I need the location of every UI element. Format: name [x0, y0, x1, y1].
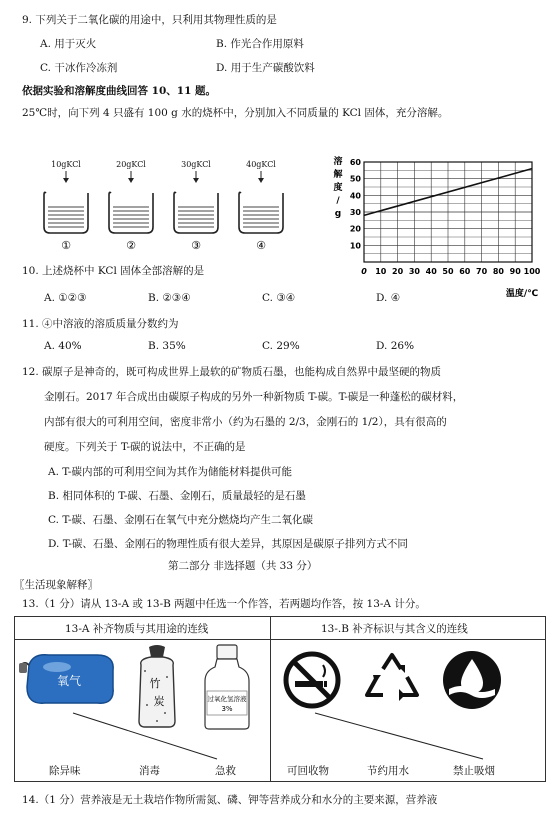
q12-option-a: A. T-碳内部的可利用空间为其作为储能材料提供可能	[48, 466, 292, 478]
y-axis-label-char: 度	[333, 183, 343, 193]
q12-option-b: B. 相同体积的 T-碳、石墨、金刚石，质量最轻的是石墨	[48, 490, 306, 502]
q11-option-a: A. 40%	[44, 340, 82, 352]
beaker-label: 40gKCl	[246, 160, 276, 169]
beaker-num: ④	[256, 239, 266, 251]
x-tick-label: 90	[509, 267, 521, 276]
y-tick-label: 10	[349, 241, 361, 251]
beaker-icon	[231, 169, 291, 251]
q13a-title: 13-A 补齐物质与其用途的连线	[65, 623, 209, 635]
beaker-label: 30gKCl	[181, 160, 211, 169]
q13b-title: 13-.B 补齐标识与其含义的连线	[321, 623, 468, 635]
q11-option-b: B. 35%	[148, 340, 186, 352]
y-axis-label-char: 解	[333, 170, 343, 180]
q10-stem: 10. 上述烧杯中 KCl 固体全部溶解的是	[22, 265, 205, 277]
beaker-2	[101, 160, 161, 254]
q9-option-a: A. 用于灭火	[40, 38, 97, 50]
q9-option-b: B. 作光合作用原料	[216, 38, 304, 50]
line-nosmoking-to-meaning	[315, 713, 483, 759]
beaker-num: ②	[126, 239, 136, 251]
line-bag-to-first-aid	[73, 713, 217, 759]
charcoal-text-2: 炭	[153, 695, 165, 708]
x-tick-label: 100	[523, 267, 541, 276]
beaker-icon	[166, 169, 226, 251]
meaning-item-3: 禁止吸烟	[453, 765, 495, 777]
x-tick-label: 30	[408, 267, 420, 276]
bottle-label-2: 3%	[221, 705, 233, 713]
y-tick-label: 30	[349, 208, 361, 217]
x-axis-label: 温度/℃	[505, 289, 539, 299]
x-tick-label: 20	[392, 267, 404, 276]
q10-option-c: C. ③④	[262, 292, 296, 304]
q12-line-1: 12. 碳原子是神奇的，既可构成世界上最软的矿物质石墨，也能构成自然界中最坚硬的物质	[22, 366, 442, 378]
q10-option-b: B. ②③④	[148, 292, 191, 304]
y-tick-label: 20	[349, 224, 361, 234]
use-item-3: 急救	[215, 765, 236, 777]
x-tick-label: 40	[425, 267, 437, 276]
beaker-label: 10gKCl	[51, 160, 81, 169]
solubility-chart	[330, 150, 550, 305]
y-axis-label-char: /	[336, 196, 340, 206]
beaker-3	[166, 160, 226, 254]
q10-option-a: A. ①②③	[44, 292, 87, 304]
connection-lines	[15, 617, 545, 781]
y-tick-label: 40	[349, 191, 361, 201]
beaker-num: ①	[61, 239, 71, 251]
q9-option-d: D. 用于生产碳酸饮料	[216, 62, 315, 74]
life-heading: 〖生活现象解释〗	[14, 579, 98, 591]
x-tick-label: 80	[492, 267, 504, 276]
q12-option-d: D. T-碳、石墨、金刚石的物理性质有很大差异，其原因是碳原子排列方式不同	[48, 538, 408, 550]
beaker-label: 20gKCl	[116, 160, 146, 169]
beaker-1	[36, 160, 96, 254]
q11-option-d: D. 26%	[376, 340, 415, 352]
q14-stem: 14.（1 分）营养液是无土栽培作物所需氮、磷、钾等营养成分和水分的主要来源，营养液	[22, 794, 438, 806]
q11-option-c: C. 29%	[262, 340, 300, 352]
x-tick-label: 50	[442, 267, 454, 276]
q13-table	[14, 616, 546, 782]
beaker-icon	[101, 169, 161, 251]
q12-line-4: 硬度。下列关于 T-碳的说法中，不正确的是	[44, 441, 246, 453]
charcoal-text-1: 竹	[149, 677, 161, 690]
q10-option-d: D. ④	[376, 292, 401, 304]
q12-line-3: 内部有很大的可利用空间，密度非常小（约为石墨的 2/3，金刚石的 1/2），具有很高的	[44, 416, 447, 428]
x-tick-label: 60	[459, 267, 471, 276]
q12-line-2: 金刚石。2017 年合成出由碳原子构成的另外一种新物质 T-碳。T-碳是一种蓬松的碳材料，	[44, 391, 464, 403]
bag-label: 氧气	[56, 674, 82, 688]
beaker-icon	[36, 169, 96, 251]
x-tick-label: 10	[375, 267, 387, 276]
use-item-1: 除异味	[49, 765, 81, 777]
meaning-item-2: 节约用水	[367, 765, 409, 777]
q9-option-c: C. 干冰作冷冻剂	[40, 62, 118, 74]
x-tick-label: 70	[476, 267, 488, 276]
y-axis-label-char: g	[334, 209, 342, 219]
x-tick-label: 0	[361, 267, 367, 276]
q9-stem: 9. 下列关于二氧化碳的用途中，只利用其物理性质的是	[22, 14, 277, 26]
bottle-label-1: 过氧化氢溶液	[207, 695, 247, 703]
meaning-item-1: 可回收物	[287, 765, 329, 777]
beaker-4	[231, 160, 291, 254]
y-tick-label: 60	[349, 158, 361, 167]
use-item-2: 消毒	[139, 765, 160, 777]
section-heading: 依据实验和溶解度曲线回答 10、11 题。	[22, 85, 217, 97]
q12-option-c: C. T-碳、石墨、金刚石在氧气中充分燃烧均产生二氧化碳	[48, 514, 314, 526]
y-tick-label: 50	[349, 174, 361, 184]
section-intro-text: 25℃时，向下列 4 只盛有 100 g 水的烧杯中，分别加入不同质量的 KCl 固体，充分溶解。	[22, 107, 449, 119]
part2-heading: 第二部分 非选择题（共 33 分）	[168, 560, 318, 572]
q13-stem: 13.（1 分）请从 13-A 或 13-B 两题中任选一个作答，若两题均作答，按 13-A 计分。	[22, 598, 426, 610]
q11-stem: 11. ④中溶液的溶质质量分数约为	[22, 318, 179, 330]
y-axis-label-char: 溶	[333, 157, 343, 167]
beaker-num: ③	[191, 239, 201, 251]
